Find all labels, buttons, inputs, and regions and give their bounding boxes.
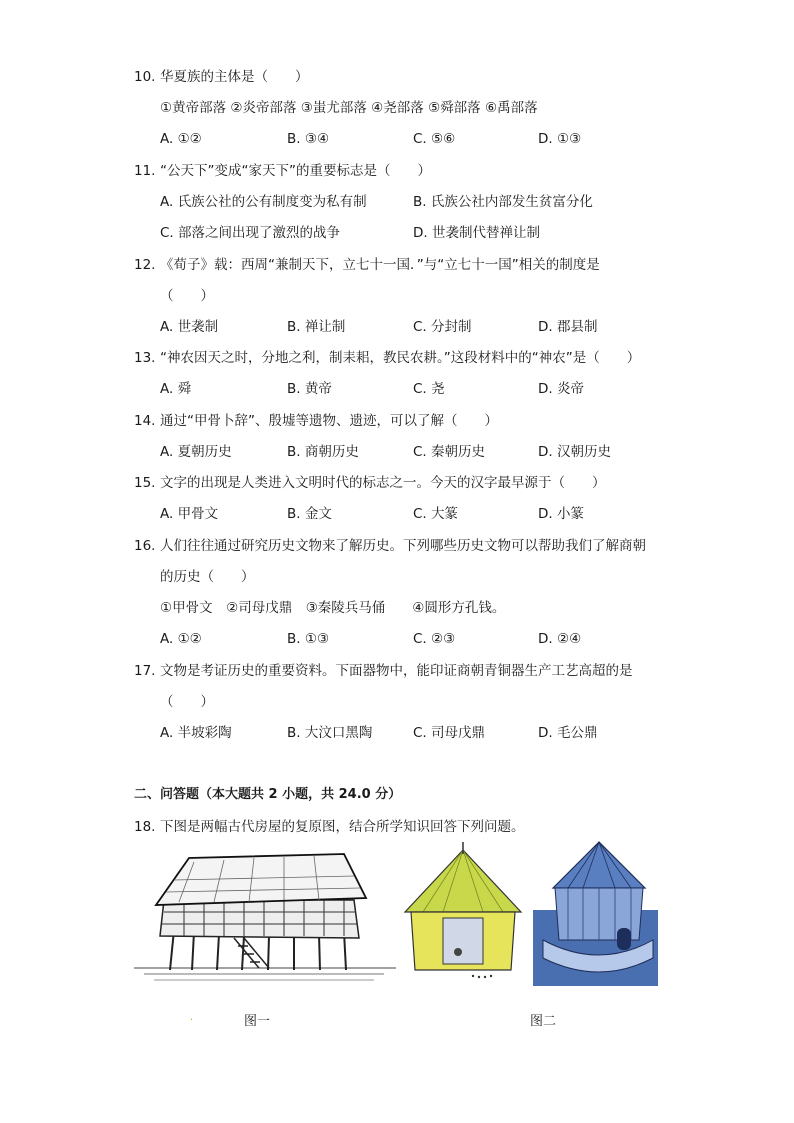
q15-option-a: A. 甲骨文 [160,506,219,522]
q12-stem: 《荀子》载：西周“兼制天下，立七十一国．”与“立七十一国”相关的制度是 [160,257,600,273]
q14-option-a: A. 夏朝历史 [160,444,232,460]
q12-stem-cont: （ ） [160,288,214,304]
q14-option-c: C. 秦朝历史 [413,444,486,460]
q14-option-b: B. 商朝历史 [287,444,359,460]
q16-stem-cont: 的历史（ ） [160,569,255,585]
q15-option-b: B. 金文 [287,506,332,522]
q18-stem: 下图是两幅古代房屋的复原图，结合所学知识回答下列问题。 [160,819,525,835]
section-2-title: 二、问答题（本大题共 2 小题，共 24.0 分） [134,787,402,802]
q13-number: 13. [134,350,156,366]
figure-2-caption: 图二 [530,1014,557,1029]
q13-option-b: B. 黄帝 [287,381,332,397]
figure-2-left-hut [405,842,521,978]
q11-option-b: B. 氏族公社内部发生贫富分化 [413,194,593,210]
q10-option-d: D. ①③ [538,131,582,147]
figure-2-round-huts [403,840,660,988]
q17-stem: 文物是考证历史的重要资料。下面器物中，能印证商朝青铜器生产工艺高超的是 [160,663,633,679]
q10-option-a: A. ①② [160,131,202,147]
q17-option-b: B. 大汶口黑陶 [287,725,373,741]
q10-stem: 华夏族的主体是（ ） [160,69,309,85]
figure-2-right-hut [533,842,658,986]
q15-option-c: C. 大篆 [413,506,459,522]
q16-number: 16. [134,538,156,554]
figure-1-mark: . [190,1012,194,1023]
q13-option-c: C. 尧 [413,381,445,397]
q17-stem-cont: （ ） [160,694,214,710]
q10-number: 10. [134,69,156,85]
q12-option-d: D. 郡县制 [538,319,598,335]
q10-option-b: B. ③④ [287,131,330,147]
q11-option-a: A. 氏族公社的公有制度变为私有制 [160,194,367,210]
q14-number: 14. [134,413,156,429]
q11-number: 11. [134,163,156,179]
q10-extra: ①黄帝部落 ②炎帝部落 ③蚩尤部落 ④尧部落 ⑤舜部落 ⑥禹部落 [160,100,538,116]
q16-option-d: D. ②④ [538,631,582,647]
q16-extra: ①甲骨文 ②司母戊鼎 ③秦陵兵马俑 ④圆形方孔钱。 [160,600,506,616]
q13-option-d: D. 炎帝 [538,381,584,397]
q17-option-c: C. 司母戊鼎 [413,725,486,741]
q14-stem: 通过“甲骨卜辞”、殷墟等遗物、遗迹，可以了解（ ） [160,413,498,429]
q11-stem: “公天下”变成“家天下”的重要标志是（ ） [160,163,431,179]
q12-option-c: C. 分封制 [413,319,472,335]
q16-option-b: B. ①③ [287,631,330,647]
q14-option-d: D. 汉朝历史 [538,444,611,460]
q15-number: 15. [134,475,156,491]
q12-number: 12. [134,257,156,273]
q10-option-c: C. ⑤⑥ [413,131,456,147]
q17-option-a: A. 半坡彩陶 [160,725,232,741]
q12-option-b: B. 禅让制 [287,319,346,335]
figure-1-stilt-house [134,850,399,985]
q18-number: 18. [134,819,156,835]
q16-option-a: A. ①② [160,631,202,647]
q16-option-c: C. ②③ [413,631,456,647]
q17-option-d: D. 毛公鼎 [538,725,598,741]
q11-option-c: C. 部落之间出现了激烈的战争 [160,225,341,241]
q12-option-a: A. 世袭制 [160,319,219,335]
q17-number: 17. [134,663,156,679]
q11-option-d: D. 世袭制代替禅让制 [413,225,540,241]
q13-option-a: A. 舜 [160,381,192,397]
figure-1-caption: 图一 [244,1014,271,1029]
q16-stem: 人们往往通过研究历史文物来了解历史。下列哪些历史文物可以帮助我们了解商朝 [160,538,646,554]
q15-option-d: D. 小篆 [538,506,584,522]
q15-stem: 文字的出现是人类进入文明时代的标志之一。今天的汉字最早源于（ ） [160,475,606,491]
q13-stem: “神农因天之时，分地之利，制耒耜，教民农耕。”这段材料中的“神农”是（ ） [160,350,641,366]
